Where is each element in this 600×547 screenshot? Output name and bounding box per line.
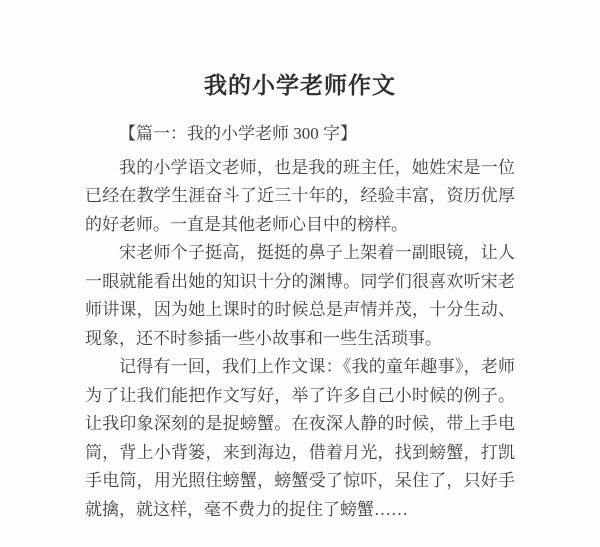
page-title: 我的小学老师作文 [204,72,396,98]
section-header: 【篇一：我的小学老师 300 字】 [119,124,357,143]
paragraph-1: 我的小学语文老师，也是我的班主任，她姓宋是一位已经在教学生涯奋斗了近三十年的，经验丰富，资历优厚的好老师。一直是其他老师心目中的榜样。 [85,157,515,234]
paragraph-2: 宋老师个子挺高，挺挺的鼻子上架着一副眼镜，让人一眼就能看出她的知识十分的渊博。同学们很喜欢听宋老师讲课，因为她上课时的时候总是声情并茂，十分生动、现象，还不时参插一些小故事和一些生活琐事。 [85,243,515,348]
document-body [85,120,515,524]
paragraph-3: 记得有一回，我们上作文课：《我的童年趣事》，老师为了让我们能把作文写好，举了许多自己小时候的例子。让我印象深刻的是捉螃蟹。在夜深人静的时候，带上手电筒，背上小背篓，来到海边，借着月光，找到螃蟹，打凯手电筒，用光照住螃蟹，螃蟹受了惊吓，呆住了，只好手就擒，就这样，毫不费力的捉住了螃蟹…… [85,357,515,519]
